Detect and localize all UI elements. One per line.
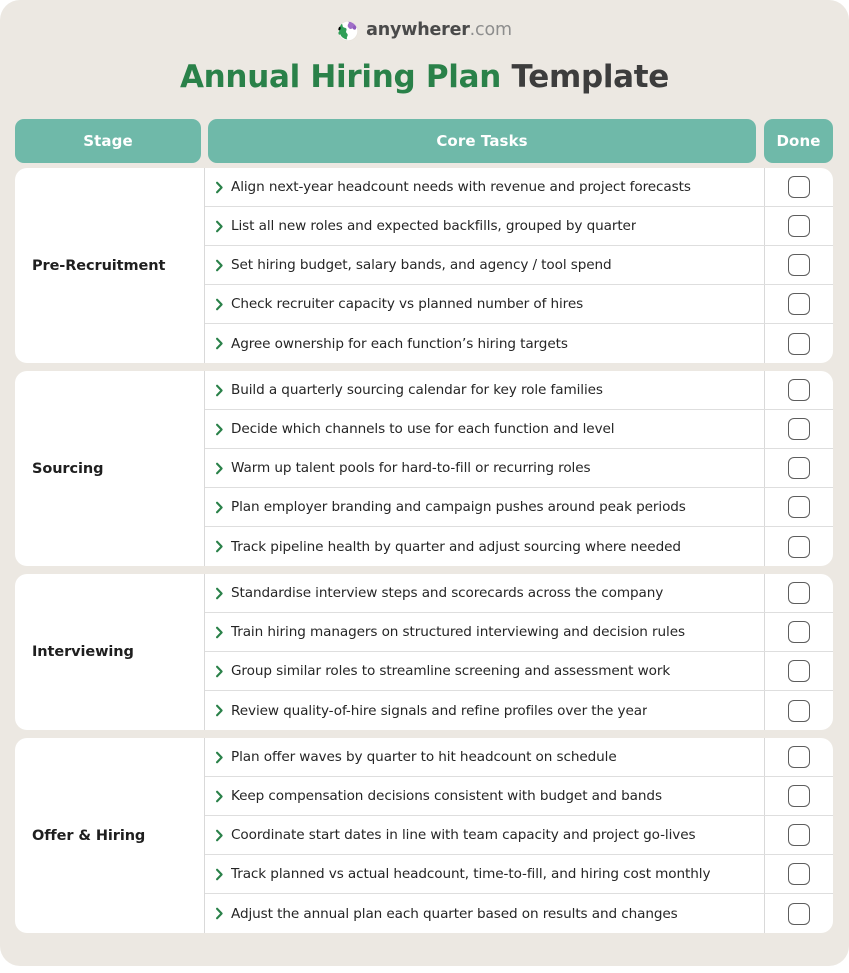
table-row xyxy=(205,285,833,324)
chevron-right-icon xyxy=(213,462,226,475)
task-text: Track planned vs actual headcount, time-to-fill, and hiring cost monthly xyxy=(231,866,711,882)
task-text: Train hiring managers on structured interviewing and decision rules xyxy=(231,624,685,640)
task-text: Warm up talent pools for hard-to-fill or recurring roles xyxy=(231,460,591,476)
done-cell[interactable] xyxy=(764,855,833,893)
chevron-right-icon xyxy=(213,540,226,553)
task-cell xyxy=(205,168,764,206)
task-text: Standardise interview steps and scorecards across the company xyxy=(231,585,664,601)
table-row xyxy=(205,652,833,691)
task-text: Plan offer waves by quarter to hit headcount on schedule xyxy=(231,749,617,765)
task-cell xyxy=(205,449,764,487)
checkbox-unchecked-icon[interactable] xyxy=(788,457,810,479)
stage-label: Interviewing xyxy=(32,644,134,660)
table-row xyxy=(205,855,833,894)
checkbox-unchecked-icon[interactable] xyxy=(788,785,810,807)
done-cell[interactable] xyxy=(764,410,833,448)
table-row xyxy=(205,777,833,816)
stage-label: Sourcing xyxy=(32,460,104,477)
checkbox-unchecked-icon[interactable] xyxy=(788,496,810,518)
stage-label: Pre-Recruitment xyxy=(32,257,166,274)
chevron-right-icon xyxy=(213,751,226,764)
done-cell[interactable] xyxy=(764,168,833,206)
done-cell[interactable] xyxy=(764,652,833,690)
task-text: Coordinate start dates in line with team capacity and project go-lives xyxy=(231,827,696,843)
task-cell xyxy=(205,371,764,409)
stage-label: Offer & Hiring xyxy=(32,827,146,844)
task-cell xyxy=(205,613,764,651)
task-cell xyxy=(205,691,764,730)
task-text: Check recruiter capacity vs planned number of hires xyxy=(231,296,584,312)
checkbox-unchecked-icon[interactable] xyxy=(788,621,810,643)
table-row xyxy=(205,246,833,285)
done-cell[interactable] xyxy=(764,777,833,815)
task-text: Adjust the annual plan each quarter based on results and changes xyxy=(231,905,678,922)
task-cell xyxy=(205,652,764,690)
chevron-right-icon xyxy=(213,626,226,639)
done-cell[interactable] xyxy=(764,449,833,487)
chevron-right-icon xyxy=(213,587,226,600)
checkbox-unchecked-icon[interactable] xyxy=(788,582,810,604)
chevron-right-icon xyxy=(213,907,226,920)
table-row xyxy=(205,488,833,527)
checklist-sections xyxy=(15,168,833,941)
brand-name: anywherer xyxy=(366,20,470,41)
stage-cell xyxy=(15,574,205,730)
checkbox-unchecked-icon[interactable] xyxy=(788,824,810,846)
done-cell[interactable] xyxy=(764,691,833,730)
chevron-right-icon xyxy=(213,868,226,881)
task-rows xyxy=(205,738,833,933)
table-row xyxy=(205,894,833,933)
checkbox-unchecked-icon[interactable] xyxy=(788,536,810,558)
stage-cell xyxy=(15,738,205,933)
done-cell[interactable] xyxy=(764,574,833,612)
task-rows xyxy=(205,168,833,363)
done-cell[interactable] xyxy=(764,738,833,776)
task-text: Group similar roles to streamline screening and assessment work xyxy=(231,663,671,679)
checkbox-unchecked-icon[interactable] xyxy=(788,333,810,355)
checkbox-unchecked-icon[interactable] xyxy=(788,254,810,276)
task-cell xyxy=(205,488,764,526)
table-row xyxy=(205,324,833,363)
task-cell xyxy=(205,410,764,448)
table-row xyxy=(205,738,833,777)
page-title xyxy=(0,44,849,94)
checkbox-unchecked-icon[interactable] xyxy=(788,746,810,768)
task-cell xyxy=(205,855,764,893)
task-cell xyxy=(205,527,764,566)
task-text: Set hiring budget, salary bands, and agency / tool spend xyxy=(231,257,612,273)
task-text: Track pipeline health by quarter and adjust sourcing where needed xyxy=(231,538,681,555)
task-rows xyxy=(205,574,833,730)
task-rows xyxy=(205,371,833,566)
brand-tld: .com xyxy=(469,20,512,41)
checkbox-unchecked-icon[interactable] xyxy=(788,418,810,440)
task-cell xyxy=(205,894,764,933)
done-cell[interactable] xyxy=(764,324,833,363)
chevron-right-icon xyxy=(213,384,226,397)
page-title-accent: Annual Hiring Plan xyxy=(179,59,501,95)
table-row xyxy=(205,613,833,652)
column-header-done: Done xyxy=(764,119,833,163)
stage-cell xyxy=(15,168,205,363)
table-row xyxy=(205,168,833,207)
task-text: Agree ownership for each function’s hiring targets xyxy=(231,335,568,352)
stage-section xyxy=(15,738,833,933)
table-header-row xyxy=(0,119,849,163)
task-cell xyxy=(205,246,764,284)
globe-icon xyxy=(337,20,359,42)
checkbox-unchecked-icon[interactable] xyxy=(788,903,810,925)
table-row xyxy=(205,207,833,246)
checkbox-unchecked-icon[interactable] xyxy=(788,700,810,722)
checkbox-unchecked-icon[interactable] xyxy=(788,176,810,198)
task-text: Review quality-of-hire signals and refine profiles over the year xyxy=(231,702,648,719)
chevron-right-icon xyxy=(213,501,226,514)
stage-section xyxy=(15,371,833,566)
table-row xyxy=(205,410,833,449)
done-cell[interactable] xyxy=(764,285,833,323)
table-row xyxy=(205,691,833,730)
task-cell xyxy=(205,816,764,854)
stage-section xyxy=(15,168,833,363)
task-text: Build a quarterly sourcing calendar for key role families xyxy=(231,382,603,398)
chevron-right-icon xyxy=(213,181,226,194)
table-row xyxy=(205,816,833,855)
task-cell xyxy=(205,738,764,776)
chevron-right-icon xyxy=(213,259,226,272)
task-text: List all new roles and expected backfills, grouped by quarter xyxy=(231,218,637,234)
done-cell[interactable] xyxy=(764,894,833,933)
task-cell xyxy=(205,207,764,245)
done-cell[interactable] xyxy=(764,207,833,245)
chevron-right-icon xyxy=(213,704,226,717)
checkbox-unchecked-icon[interactable] xyxy=(788,379,810,401)
task-text: Keep compensation decisions consistent with budget and bands xyxy=(231,788,662,804)
task-cell xyxy=(205,777,764,815)
done-cell[interactable] xyxy=(764,371,833,409)
table-row xyxy=(205,449,833,488)
task-cell xyxy=(205,285,764,323)
chevron-right-icon xyxy=(213,665,226,678)
column-header-core-tasks: Core Tasks xyxy=(208,119,756,163)
task-text: Plan employer branding and campaign pushes around peak periods xyxy=(231,499,686,515)
table-row xyxy=(205,527,833,566)
column-header-stage: Stage xyxy=(15,119,201,163)
table-row xyxy=(205,574,833,613)
task-text: Align next-year headcount needs with revenue and project forecasts xyxy=(231,179,691,195)
checkbox-unchecked-icon[interactable] xyxy=(788,293,810,315)
done-cell[interactable] xyxy=(764,816,833,854)
chevron-right-icon xyxy=(213,220,226,233)
done-cell[interactable] xyxy=(764,488,833,526)
stage-cell xyxy=(15,371,205,566)
stage-section xyxy=(15,574,833,730)
chevron-right-icon xyxy=(213,337,226,350)
chevron-right-icon xyxy=(213,829,226,842)
page-title-plain: Template xyxy=(511,59,670,95)
checkbox-unchecked-icon[interactable] xyxy=(788,660,810,682)
task-cell xyxy=(205,324,764,363)
done-cell[interactable] xyxy=(764,527,833,566)
brand-header xyxy=(0,0,849,44)
chevron-right-icon xyxy=(213,298,226,311)
done-cell[interactable] xyxy=(764,246,833,284)
chevron-right-icon xyxy=(213,790,226,803)
table-row xyxy=(205,371,833,410)
task-cell xyxy=(205,574,764,612)
checkbox-unchecked-icon[interactable] xyxy=(788,215,810,237)
checkbox-unchecked-icon[interactable] xyxy=(788,863,810,885)
done-cell[interactable] xyxy=(764,613,833,651)
task-text: Decide which channels to use for each function and level xyxy=(231,421,615,437)
brand-text xyxy=(366,22,512,40)
chevron-right-icon xyxy=(213,423,226,436)
